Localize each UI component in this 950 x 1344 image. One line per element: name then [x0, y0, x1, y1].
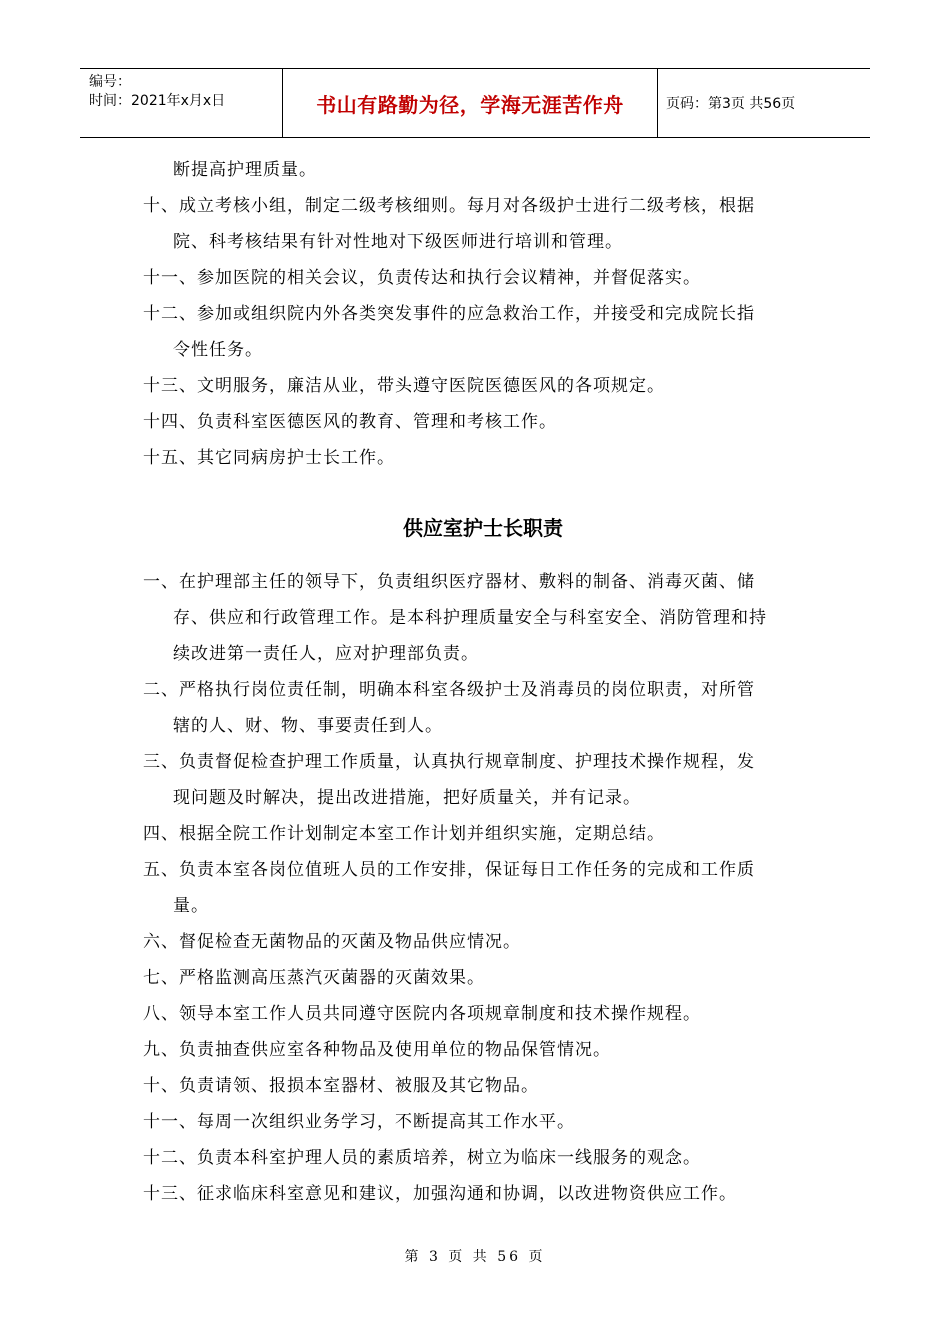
- paragraph-line: 十、成立考核小组，制定二级考核细则。每月对各级护士进行二级考核，根据: [143, 196, 755, 216]
- paragraph-line: 四、根据全院工作计划制定本室工作计划并组织实施，定期总结。: [143, 824, 665, 844]
- header-page-info: 页码：第3页 共56页: [666, 96, 796, 112]
- paragraph-line: 十三、征求临床科室意见和建议，加强沟通和协调，以改进物资供应工作。: [143, 1184, 737, 1204]
- document-body: [143, 152, 823, 1212]
- paragraph-line: 十一、参加医院的相关会议，负责传达和执行会议精神，并督促落实。: [143, 268, 701, 288]
- paragraph-line: 现问题及时解决，提出改进措施，把好质量关，并有记录。: [173, 788, 641, 808]
- paragraph-line: 六、督促检查无菌物品的灭菌及物品供应情况。: [143, 932, 521, 952]
- page-footer: 第 3 页 共 56 页: [404, 1249, 546, 1265]
- document-time-label: 时间：2021年x月x日: [89, 93, 226, 109]
- paragraph-line: 一、在护理部主任的领导下，负责组织医疗器材、敷料的制备、消毒灭菌、储: [143, 572, 755, 592]
- section-continued-duties: [143, 152, 823, 476]
- paragraph-line: 断提高护理质量。: [173, 160, 317, 180]
- paragraph-line: 八、领导本室工作人员共同遵守医院内各项规章制度和技术操作规程。: [143, 1004, 701, 1024]
- header-page-info-cell: [658, 69, 870, 137]
- paragraph-line: 九、负责抽查供应室各种物品及使用单位的物品保管情况。: [143, 1040, 611, 1060]
- paragraph-line: 续改进第一责任人，应对护理部负责。: [173, 644, 479, 664]
- page-header: [80, 68, 870, 138]
- header-motto-cell: [282, 69, 658, 137]
- paragraph-line: 二、严格执行岗位责任制，明确本科室各级护士及消毒员的岗位职责，对所管: [143, 680, 755, 700]
- paragraph-line: 辖的人、财、物、事要责任到人。: [173, 716, 443, 736]
- paragraph-line: 三、负责督促检查护理工作质量，认真执行规章制度、护理技术操作规程，发: [143, 752, 755, 772]
- paragraph-line: 五、负责本室各岗位值班人员的工作安排，保证每日工作任务的完成和工作质: [143, 860, 755, 880]
- paragraph-line: 十五、其它同病房护士长工作。: [143, 448, 395, 468]
- document-number-label: 编号：: [89, 74, 131, 90]
- paragraph-line: 十三、文明服务，廉洁从业，带头遵守医院医德医风的各项规定。: [143, 376, 665, 396]
- section-title: 供应室护士长职责: [403, 516, 563, 540]
- paragraph-line: 十、负责请领、报损本室器材、被服及其它物品。: [143, 1076, 539, 1096]
- paragraph-line: 十二、负责本科室护理人员的素质培养，树立为临床一线服务的观念。: [143, 1148, 701, 1168]
- paragraph-line: 十一、每周一次组织业务学习，不断提高其工作水平。: [143, 1112, 575, 1132]
- paragraph-line: 院、科考核结果有针对性地对下级医师进行培训和管理。: [173, 232, 623, 252]
- paragraph-line: 存、供应和行政管理工作。是本科护理质量安全与科室安全、消防管理和持: [173, 608, 767, 628]
- header-motto: 书山有路勤为径，学海无涯苦作舟: [316, 92, 624, 117]
- paragraph-line: 量。: [173, 896, 209, 916]
- paragraph-line: 七、严格监测高压蒸汽灭菌器的灭菌效果。: [143, 968, 485, 988]
- paragraph-line: 十二、参加或组织院内外各类突发事件的应急救治工作，并接受和完成院长指: [143, 304, 755, 324]
- section-supply-room-duties: [143, 564, 823, 1212]
- header-meta: [80, 69, 282, 137]
- paragraph-line: 十四、负责科室医德医风的教育、管理和考核工作。: [143, 412, 557, 432]
- paragraph-line: 令性任务。: [173, 340, 263, 360]
